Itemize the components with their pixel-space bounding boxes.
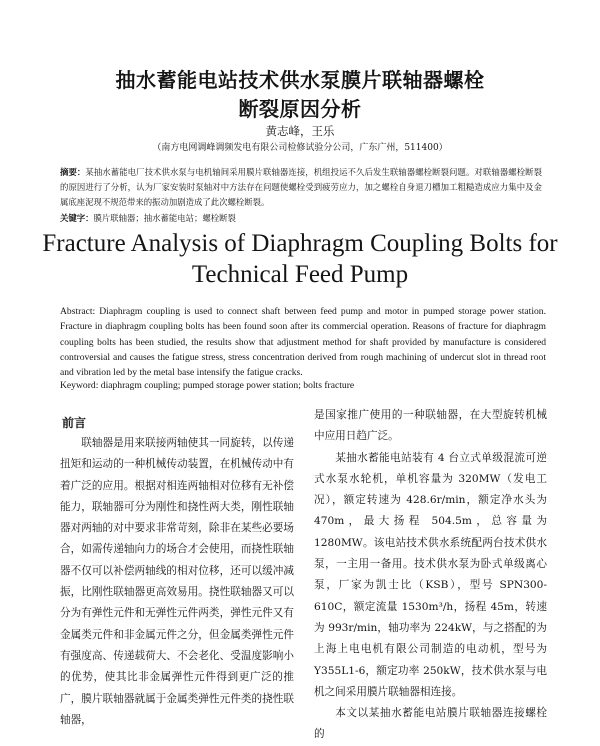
english-title-line-1: Fracture Analysis of Diaphragm Coupling Bolts for bbox=[42, 230, 558, 257]
english-title-line-2: Technical Feed Pump bbox=[191, 261, 409, 288]
chinese-title-line-2: 断裂原因分析 bbox=[238, 97, 362, 121]
english-abstract-label: Abstract: bbox=[60, 306, 96, 317]
affiliation: （南方电网调峰调频发电有限公司检修试验分公司，广东广州，511400） bbox=[152, 143, 448, 153]
right-paragraph: 某抽水蓄能电站装有 4 台立式单级混流可逆式水泵水轮机，单机容量为 320MW（发电工况），额定转速为 428.6r/min，额定净水头为 470m，最大扬程 504.5m，总容量为 1280MW。该电站技术供水系统配两台技术供水泵，一主用一备用。技术供水泵为卧式单级离心泵，厂家为凯士比（KSB），型号 SPN300-610C，额定流量 1530m³/h，扬程 45m，转速为 993r/min，轴功率为 224kW，与之搭配的为上海上电电机有限公司制造的电动机，型号为 Y355L1-6，额定功率 250kW，技术供水泵与电机之间采用膜片联轴器相连接。 bbox=[314, 451, 547, 698]
section-heading-preface: 前言 bbox=[62, 416, 87, 430]
right-paragraph: 本文以某抽水蓄能电站膜片联轴器连接螺栓的 bbox=[314, 707, 547, 741]
english-keywords-text: diaphragm coupling; pumped storage power station; bolts fracture bbox=[100, 380, 355, 391]
authors: 黄志峰，王乐 bbox=[265, 124, 335, 138]
chinese-abstract bbox=[60, 165, 542, 210]
chinese-keywords bbox=[60, 211, 542, 226]
chinese-abstract-label: 摘要： bbox=[60, 167, 86, 177]
chinese-keywords-text: 膜片联轴器；抽水蓄能电站；螺栓断裂 bbox=[93, 213, 236, 223]
chinese-title-line-1: 抽水蓄能电站技术供水泵膜片联轴器螺栓 bbox=[115, 68, 485, 92]
right-column bbox=[314, 405, 547, 746]
right-paragraph: 是国家推广使用的一种联轴器，在大型旋转机械中应用日趋广泛。 bbox=[314, 409, 547, 443]
left-paragraph: 联轴器是用来联接两轴使其一同旋转，以传递扭矩和运动的一种机械传动装置，在机械传动中有着广泛的应用。根据对相连两轴相对位移有无补偿能力，联轴器可分为刚性和挠性两大类，刚性联轴器对两轴的对中要求非常苛刻，除非在某些必要场合，如需传递轴向力的场合才会使用，而挠性联轴器不仅可以补偿两轴线的相对位移，还可以缓冲减振，比刚性联轴器更高效易用。挠性联轴器又可以分为有弹性元件和无弹性元件两类，弹性元件又有金属类元件和非金属元件之分，但金属类弹性元件有强度高、传递载荷大、不会老化、受温度影响小的优势，使其比非金属弹性元件得到更广泛的推广，膜片联轴器就属于金属类弹性元件类的挠性联轴器， bbox=[60, 437, 294, 726]
english-keywords bbox=[60, 380, 546, 391]
left-column bbox=[60, 433, 294, 731]
chinese-keywords-label: 关键字： bbox=[60, 213, 94, 223]
chinese-abstract-text: 某抽水蓄能电厂技术供水泵与电机轴间采用膜片联轴器连接，机组投运不久后发生联轴器螺栓断裂问题。对联轴器螺栓断裂的原因进行了分析，认为厂家安装时泵轴对中方法存在问题使螺栓受到疲劳应力，加之螺栓自身退刀槽加工粗糙造成应力集中及金属底座泥现不规范带来的振动加剧造成了此次螺栓断裂。 bbox=[60, 167, 542, 207]
english-abstract-text: Diaphragm coupling is used to connect shaft between feed pump and motor in pumped storage power station. Fracture in diaphragm coupling bolts has been found soon after its commercial operation. Reasons of fracture for diaphragm coupling bolts has been studied, the results show that adjustment method for shaft provided by manufacture is considered controversial and causes the fatigue stress, stress concentration derived from rough machining of undercut slot in thread root and vibration led by the metal base intensify the fatigue cracks. bbox=[60, 306, 546, 379]
english-abstract bbox=[60, 304, 546, 380]
english-keywords-label: Keyword: bbox=[60, 380, 99, 391]
